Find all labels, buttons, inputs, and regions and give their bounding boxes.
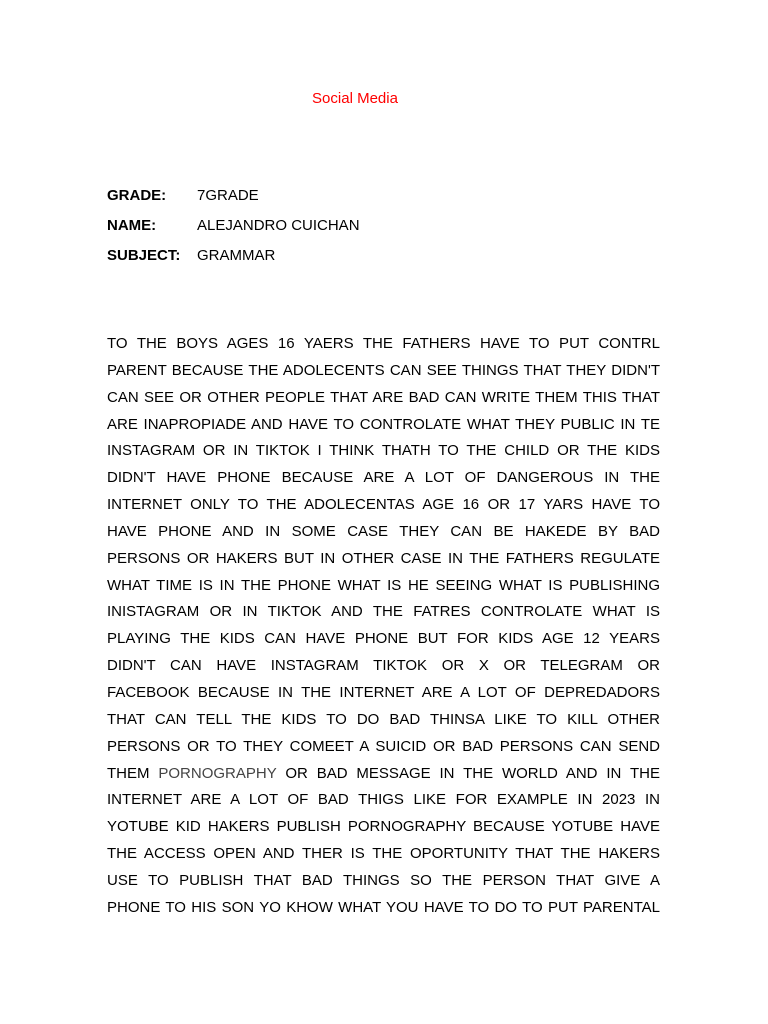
essay-line: PERSONS OR HAKERS BUT IN OTHER CASE IN THE FATHERS REGULATE — [107, 549, 660, 567]
subject-row — [107, 246, 360, 276]
essay-line: DIDN'T CAN HAVE INSTAGRAM TIKTOK OR X OR TELEGRAM OR — [107, 657, 660, 675]
grade-value: 7GRADE — [197, 187, 259, 204]
name-row — [107, 216, 360, 246]
essay-line: FACEBOOK BECAUSE IN THE INTERNET ARE A LOT OF DEPREDADORS — [107, 683, 660, 701]
essay-line: WHAT TIME IS IN THE PHONE WHAT IS HE SEEING WHAT IS PUBLISHING — [107, 576, 660, 594]
essay-line: INISTAGRAM OR IN TIKTOK AND THE FATRES CONTROLATE WHAT IS — [107, 603, 660, 621]
header-fields — [107, 186, 360, 276]
essay-line: PLAYING THE KIDS CAN HAVE PHONE BUT FOR KIDS AGE 12 YEARS — [107, 630, 660, 648]
highlighted-word: PORNOGRAPHY — [158, 764, 277, 782]
subject-label: SUBJECT: — [107, 247, 181, 264]
essay-line: YOTUBE KID HAKERS PUBLISH PORNOGRAPHY BECAUSE YOTUBE HAVE — [107, 818, 660, 836]
subject-value: GRAMMAR — [197, 247, 276, 264]
essay-line: INSTAGRAM OR IN TIKTOK I THINK THATH TO THE CHILD OR THE KIDS — [107, 442, 660, 460]
essay-line: TO THE BOYS AGES 16 YAERS THE FATHERS HAVE TO PUT CONTRL — [107, 335, 660, 352]
essay-line: ARE INAPROPIADE AND HAVE TO CONTROLATE WHAT THEY PUBLIC IN TE — [107, 415, 660, 433]
essay-line: USE TO PUBLISH THAT BAD THINGS SO THE PERSON THAT GIVE A — [107, 871, 660, 889]
essay-line: HAVE PHONE AND IN SOME CASE THEY CAN BE HAKEDE BY BAD — [107, 522, 660, 540]
essay-line: DIDN'T HAVE PHONE BECAUSE ARE A LOT OF DANGEROUS IN THE — [107, 469, 660, 487]
essay-line: INTERNET ARE A LOT OF BAD THIGS LIKE FOR EXAMPLE IN 2023 IN — [107, 791, 660, 809]
document-title: Social Media — [312, 90, 398, 107]
essay-line: PARENT BECAUSE THE ADOLECENTS CAN SEE THINGS THAT THEY DIDN'T — [107, 361, 660, 379]
essay-line-start: THEM — [107, 764, 159, 782]
essay-line: THAT CAN TELL THE KIDS TO DO BAD THINSA LIKE TO KILL OTHER — [107, 710, 660, 728]
essay-line — [107, 763, 660, 790]
essay-line: CAN SEE OR OTHER PEOPLE THAT ARE BAD CAN WRITE THEM THIS THAT — [107, 388, 660, 406]
name-label: NAME: — [107, 217, 157, 234]
essay-line: PERSONS OR TO THEY COMEET A SUICID OR BAD PERSONS CAN SEND — [107, 737, 660, 755]
essay-line: INTERNET ONLY TO THE ADOLECENTAS AGE 16 OR 17 YARS HAVE TO — [107, 496, 660, 514]
essay-line: THE ACCESS OPEN AND THER IS THE OPORTUNITY THAT THE HAKERS — [107, 845, 660, 863]
grade-row — [107, 186, 360, 216]
name-value: ALEJANDRO CUICHAN — [197, 217, 360, 234]
grade-label: GRADE: — [107, 187, 167, 204]
essay-line: PHONE TO HIS SON YO KHOW WHAT YOU HAVE TO DO TO PUT PARENTAL — [107, 898, 660, 916]
essay-line-end: OR BAD MESSAGE IN THE WORLD AND IN THE — [276, 764, 660, 782]
essay-body — [107, 333, 660, 924]
